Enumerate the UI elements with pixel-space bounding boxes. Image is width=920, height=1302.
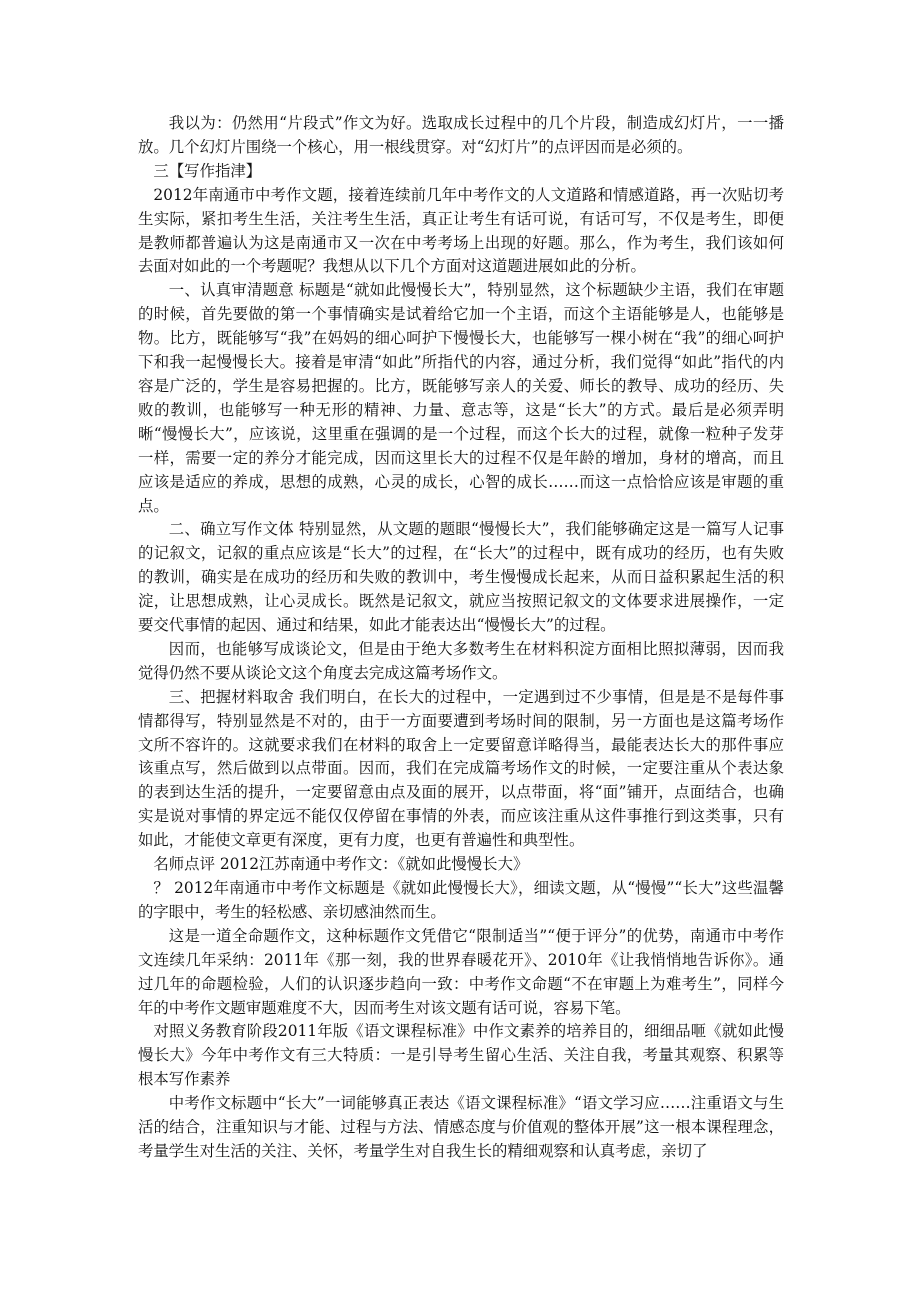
paragraph-growing-up: 中考作文标题中“长大”一词能够真正表达《语文课程标准》“语文学习应……注重语文与生活的结合，注重知识与才能、过程与方法、情感态度与价值观的整体开展”这一根本课程理念，考量学生对生活的关注、关怀，考量学生对自我生长的精细观察和认真考虑，亲切了 xyxy=(138,1094,784,1160)
paragraph-full-topic: 这是一道全命题作文，这种标题作文凭借它“限制适当”“便于评分”的优势，南通市中考作文连续几年采纳：2011年《那一刻，我的世界春暖花开》、2010年《让我悄悄地告诉你》。通过几年的命题检验，人们的认识逐步趋向一致：中考作文命题“不在审题上为难考生”，同样今年的中考作文题审题难度不大，因而考生对该文题有话可说，容易下笔。 xyxy=(138,926,784,1017)
paragraph-exam-topic: 2012年南通市中考作文题，接着连续前几年中考作文的人文道路和情感道路，再一次贴切考生实际，紧扣考生生活，关注考生生活，真正让考生有话可说，有话可写，不仅是考生，即便是教师都普遍认为这是南通市又一次在中考考场上出现的好题。那么，作为考生，我们该如何去面对如此的一个考题呢？我想从以下几个方面对这道题进展如此的分析。 xyxy=(138,185,784,276)
paragraph-material-selection: 三、把握材料取舍 我们明白，在长大的过程中，一定遇到过不少事情，但是是不是每件事情都得写，特别显然是不对的，由于一方面要遭到考场时间的限制，另一方面也是这篇考场作文所不容许的。这就要求我们在材料的取舍上一定要留意详略得当，最能表达长大的那件事应该重点写，然后做到以点带面。因而，我们在完成篇考场作文的时候，一定要注重从个表达象的表到达生活的提升，一定要留意由点及面的展开，以点带面，将“面”铺开，点面结合，也确实是说对事情的界定远不能仅仅停留在事情的外表，而应该注重从这件事推行到这类事，只有如此，才能使文章更有深度，更有力度，也更有普遍性和典型性。 xyxy=(138,687,784,850)
section-heading-teacher-review: 名师点评 2012江苏南通中考作文：《就如此慢慢长大》 xyxy=(153,855,529,874)
paragraph-argumentative: 因而，也能够写成谈论文，但是由于绝大多数考生在材料积淀方面相比照拟薄弱，因而我觉得仍然不要从谈论文这个角度去完成这篇考场作文。 xyxy=(138,639,784,682)
paragraph-genre: 二、确立写作文体 特别显然，从文题的题眼“慢慢长大”，我们能够确定这是一篇写人记事的记叙文，记叙的重点应该是“长大”的过程，在“长大”的过程中，既有成功的经历，也有失败的教训，确实是在成功的经历和失败的教训中，考生慢慢成长起来，从而日益积累起生活的积淀，让思想成熟，让心灵成长。既然是记叙文，就应当按照记叙文的文体要求进展操作，一定要交代事情的起因、通过和结果，如此才能表达出“慢慢长大”的过程。 xyxy=(138,520,784,635)
paragraph-review-intro: ？ 2012年南通市中考作文标题是《就如此慢慢长大》，细读文题，从“慢慢”“长大”这些温馨的字眼中，考生的轻松感、亲切感油然而生。 xyxy=(138,879,784,921)
paragraph-review-topic: 一、认真审清题意 标题是“就如此慢慢长大”，特别显然，这个标题缺少主语，我们在审题的时候，首先要做的第一个事情确实是试着给它加一个主语，而这个主语能够是人，也能够是物。比方，既能够写“我”在妈妈的细心呵护下慢慢长大，也能够写一棵小树在“我”的细心呵护下和我一起慢慢长大。接着是审清“如此”所指代的内容，通过分析，我们觉得“如此”指代的内容是广泛的，学生是容易把握的。比方，既能够写亲人的关爱、师长的教导、成功的经历、失败的教训，也能够写一种无形的精神、力量、意志等，这是“长大”的方式。最后是必须弄明晰“慢慢长大”，应该说，这里重在强调的是一个过程，而这个长大的过程，就像一粒种子发芽一样，需要一定的养分才能完成，因而这里长大的过程不仅是年龄的增加，身材的增高，而且应该是适应的养成，思想的成熟，心灵的成长，心智的成长……而这一点恰恰应该是审题的重点。 xyxy=(138,281,784,515)
paragraph-curriculum-standard: 对照义务教育阶段2011年版《语文课程标准》中作文素养的培养目的，细细品咂《就如此慢慢长大》今年中考作文有三大特质：一是引导考生留心生活、关注自我，考量其观察、积累等根本写作素养 xyxy=(138,1022,784,1089)
paragraph-intro: 我以为：仍然用“片段式”作文为好。选取成长过程中的几个片段，制造成幻灯片，一一播放。几个幻灯片围绕一个核心，用一根线贯穿。对“幻灯片”的点评因而是必须的。 xyxy=(138,114,784,156)
section-heading-writing-guide: 三【写作指津】 xyxy=(153,161,262,180)
